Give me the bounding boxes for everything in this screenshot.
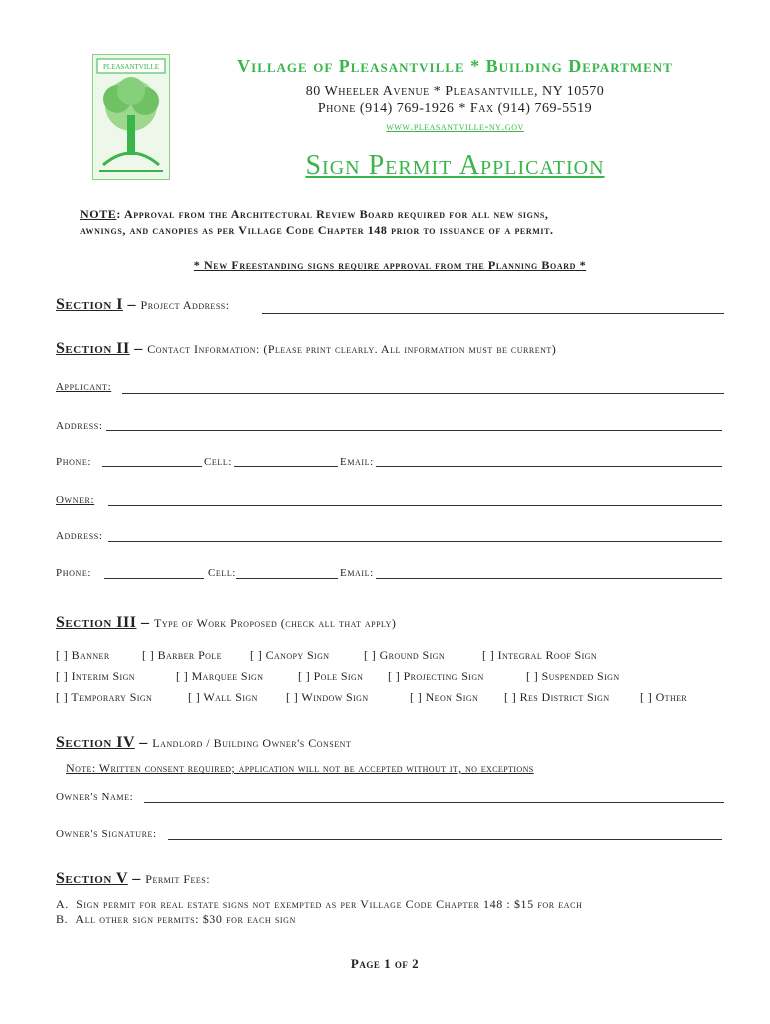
checkbox-canopy-sign[interactable]: [ ] Canopy Sign	[250, 648, 330, 662]
owner-signature-field[interactable]	[168, 839, 722, 840]
section-2-title: Section II	[56, 340, 130, 357]
section-5-title: Section V	[56, 870, 128, 887]
checkbox-wall-sign[interactable]: [ ] Wall Sign	[188, 690, 258, 704]
section-2-label: Contact Information: (Please print clearly. All information must be current)	[147, 342, 557, 356]
section-2-heading	[56, 340, 556, 358]
fee-marker-a: A.	[56, 897, 69, 911]
section-5-label: Permit Fees:	[145, 872, 211, 886]
checkbox-marquee-sign[interactable]: [ ] Marquee Sign	[176, 669, 264, 683]
checkbox-suspended-sign[interactable]: [ ] Suspended Sign	[526, 669, 620, 683]
section-3-heading	[56, 614, 396, 632]
owner-name-label: Owner's Name:	[56, 791, 134, 803]
applicant-address-label: Address:	[56, 420, 103, 432]
applicant-label: Applicant:	[56, 381, 112, 393]
owner-cell-field[interactable]	[236, 578, 338, 579]
checkbox-neon-sign[interactable]: [ ] Neon Sign	[410, 690, 479, 704]
section-4-dash: –	[134, 734, 153, 751]
fee-item-a	[56, 897, 583, 912]
applicant-field[interactable]	[122, 393, 724, 394]
owner-cell-label: Cell:	[208, 567, 237, 579]
page-title: Sign Permit Application	[305, 150, 605, 181]
section-1-title: Section I	[56, 296, 124, 313]
section-4-heading	[56, 734, 351, 752]
section-1-heading	[56, 296, 230, 314]
tree-icon	[93, 55, 169, 179]
section-5-dash: –	[127, 870, 146, 887]
checkbox-banner[interactable]: [ ] Banner	[56, 648, 110, 662]
owner-label: Owner:	[56, 494, 95, 506]
checkbox-other[interactable]: [ ] Other	[640, 690, 688, 704]
org-line: Village of Pleasantville * Building Department	[237, 56, 673, 76]
section-3-label: Type of Work Proposed (check all that apply)	[153, 616, 397, 630]
applicant-email-label: Email:	[340, 456, 374, 468]
planning-board-note: * New Freestanding signs require approval from the Planning Board *	[193, 258, 587, 272]
owner-address-label: Address:	[56, 530, 103, 542]
section-3-title: Section III	[56, 614, 137, 631]
checkbox-window-sign[interactable]: [ ] Window Sign	[286, 690, 369, 704]
page-number: Page 1 of 2	[350, 956, 420, 971]
fee-marker-b: B.	[56, 912, 69, 926]
checkbox-interim-sign[interactable]: [ ] Interim Sign	[56, 669, 135, 683]
website-link[interactable]: www.pleasantville-ny.gov	[386, 119, 524, 133]
section-4-title: Section IV	[56, 734, 135, 751]
note-text-2: awnings, and canopies as per Village Code Chapter 148 prior to issuance of a permit.	[80, 223, 554, 237]
section-5-heading	[56, 870, 210, 888]
owner-field[interactable]	[108, 505, 722, 506]
checkbox-ground-sign[interactable]: [ ] Ground Sign	[364, 648, 445, 662]
fee-text-b: All other sign permits: $30 for each sign	[75, 912, 296, 926]
applicant-address-field[interactable]	[106, 430, 722, 431]
owner-name-field[interactable]	[144, 802, 724, 803]
fee-text-a: Sign permit for real estate signs not exempted as per Village Code Chapter 148 : $15 for each	[76, 897, 583, 911]
section-3-dash: –	[136, 614, 154, 631]
section-1-dash: –	[123, 296, 141, 313]
applicant-cell-field[interactable]	[234, 466, 338, 467]
checkbox-projecting-sign[interactable]: [ ] Projecting Sign	[388, 669, 484, 683]
owner-phone-field[interactable]	[104, 578, 204, 579]
fee-item-b	[56, 912, 296, 927]
checkbox-temporary-sign[interactable]: [ ] Temporary Sign	[56, 690, 153, 704]
address-line: 80 Wheeler Avenue * Pleasantville, NY 10570	[305, 84, 605, 99]
applicant-cell-label: Cell:	[204, 456, 233, 468]
project-address-field[interactable]	[262, 313, 724, 314]
section-2-dash: –	[129, 340, 148, 357]
section-1-label: Project Address:	[140, 298, 230, 312]
owner-phone-label: Phone:	[56, 567, 91, 579]
checkbox-pole-sign[interactable]: [ ] Pole Sign	[298, 669, 364, 683]
checkbox-res-district-sign[interactable]: [ ] Res District Sign	[504, 690, 610, 704]
applicant-email-field[interactable]	[376, 466, 722, 467]
applicant-phone-label: Phone:	[56, 456, 91, 468]
consent-note: Note: Written consent required; application will not be accepted without it, no exceptions	[66, 761, 534, 775]
note-text-1: : Approval from the Architectural Review Board required for all new signs,	[116, 207, 549, 221]
phone-line: Phone (914) 769-1926 * Fax (914) 769-5519	[317, 101, 593, 116]
section-4-label: Landlord / Building Owner's Consent	[152, 736, 352, 750]
owner-address-field[interactable]	[108, 541, 722, 542]
arb-note	[80, 206, 720, 238]
checkbox-barber-pole[interactable]: [ ] Barber Pole	[142, 648, 222, 662]
applicant-phone-field[interactable]	[102, 466, 202, 467]
village-logo	[92, 54, 170, 180]
note-label: NOTE	[80, 207, 117, 221]
owner-email-field[interactable]	[376, 578, 722, 579]
owner-signature-label: Owner's Signature:	[56, 828, 157, 840]
logo-text: PLEASANTVILLE	[103, 63, 159, 71]
checkbox-integral-roof-sign[interactable]: [ ] Integral Roof Sign	[482, 648, 598, 662]
owner-email-label: Email:	[340, 567, 374, 579]
